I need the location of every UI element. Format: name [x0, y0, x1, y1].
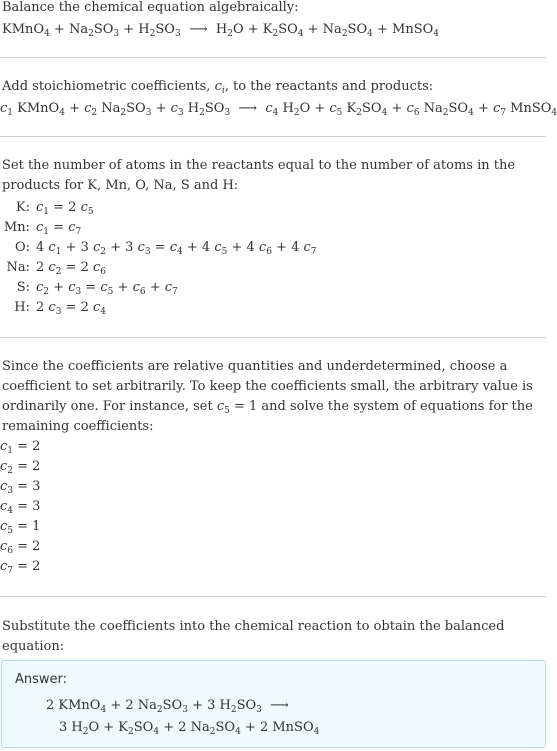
element-label: Mn:: [3, 220, 30, 235]
substitute-intro-line-1: Substitute the coefficients into the chemical reaction to obtain the balanced: [2, 619, 505, 634]
element-label: H:: [14, 300, 30, 315]
divider: [0, 596, 546, 597]
atom-equation: $c_1 = c_7$: [36, 220, 82, 237]
element-label: O:: [14, 240, 30, 255]
coefficient-solutions: [0, 438, 546, 578]
coefficient-value: $c_2 = 2$: [0, 459, 41, 476]
element-label: S:: [16, 280, 30, 295]
divider: [0, 136, 546, 137]
solve-intro-line-4: remaining coefficients:: [2, 419, 154, 434]
solve-intro-line-1: Since the coefficients are relative quantities and underdetermined, choose a: [2, 359, 508, 374]
coefficient-value: $c_7 = 2$: [0, 559, 41, 576]
atom-equation: 2 $c_2 = 2$ $c_6$: [36, 260, 106, 277]
substitute-intro-line-2: equation:: [2, 639, 65, 654]
atom-equations: [0, 199, 546, 319]
atom-equation-row: [0, 259, 546, 277]
answer-label: Answer:: [15, 672, 68, 687]
atom-equation-row: [0, 219, 546, 237]
solve-intro-line-2: coefficient to set arbitrarily. To keep the coefficients small, the arbitrary value is: [2, 379, 533, 394]
element-label: Na:: [6, 260, 30, 275]
intro-text: Balance the chemical equation algebraically:: [2, 0, 299, 15]
coefficient-value: $c_5 = 1$: [0, 519, 41, 536]
solve-intro-line-3: ordinarily one. For instance, set $c_5 = 1$ and solve the system of equations for the: [2, 399, 533, 416]
atom-equation: 4 $c_1 + 3$ $c_2 + 3$ $c_3 = c_4 + 4$ $c_5 + 4$ $c_6 + 4$ $c_7$: [36, 240, 317, 257]
atom-equation-row: [0, 299, 546, 317]
unbalanced-equation: KMnO$_4$ + $Na_2SO_3 + H_2SO_3$ ⟶ $H_2O + K_2SO_4 + Na_2SO_4$ + MnSO$_4$: [2, 22, 439, 39]
balanced-equation-line-2: 3 $H_2O + K_2SO_4 + 2$ $Na_2SO_4 + 2$ MnSO$_4$: [59, 720, 320, 737]
atom-equation: $c_1 = 2$ $c_5$: [36, 200, 94, 217]
atom-equation-row: [0, 279, 546, 297]
coefficients-intro: Add stoichiometric coefficients, $c_i$, to the reactants and products:: [2, 79, 434, 96]
atom-equation: 2 $c_3 = 2$ $c_4$: [36, 300, 106, 317]
atom-equation-row: [0, 239, 546, 257]
divider: [0, 337, 546, 338]
answer-box: [1, 660, 546, 748]
coefficient-value: $c_1 = 2$: [0, 439, 41, 456]
coefficient-value: $c_3 = 3$: [0, 479, 41, 496]
coefficient-equation: $c_1$ KMnO$_4$ + $c_2$ $Na_2SO_3 + c_3$ $H_2SO_3$ ⟶ $c_4$ $H_2O + c_5$ $K_2SO_4 + c_6$ $Na_2SO_4 + c_7$ MnSO$_4$: [0, 101, 557, 118]
balanced-equation-line-1: 2 KMnO$_4$ + 2 $Na_2SO_3 + 3$ $H_2SO_3$ ⟶: [46, 698, 289, 715]
atom-equation: $c_2 + c_3 = c_5 + c_6 + c_7$: [36, 280, 178, 297]
atom-equation-row: [0, 199, 546, 217]
atoms-intro-line-2: products for K, Mn, O, Na, S and H:: [2, 178, 239, 193]
divider: [0, 57, 546, 58]
element-label: K:: [15, 200, 30, 215]
coefficient-value: $c_4 = 3$: [0, 499, 41, 516]
atoms-intro-line-1: Set the number of atoms in the reactants equal to the number of atoms in the: [2, 158, 516, 173]
coefficient-value: $c_6 = 2$: [0, 539, 41, 556]
